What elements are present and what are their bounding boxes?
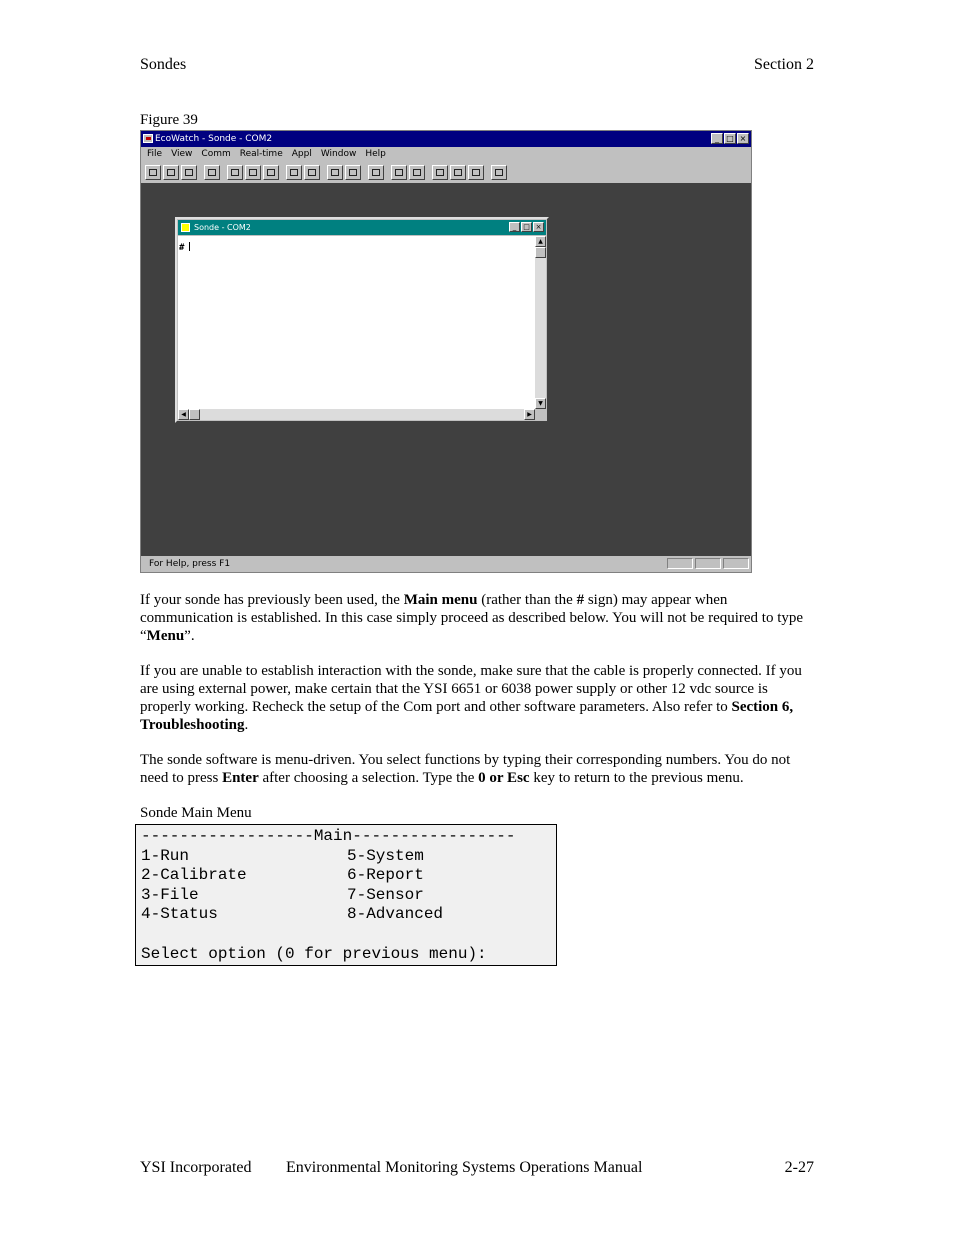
text: . <box>244 717 249 733</box>
menu-help[interactable]: Help <box>365 149 386 159</box>
menu-comm[interactable]: Comm <box>201 149 231 159</box>
open-icon[interactable] <box>145 165 161 180</box>
menu-row <box>141 847 556 867</box>
paragraph-main-menu <box>140 591 814 645</box>
menu-caption: Sonde Main Menu <box>140 805 252 821</box>
vertical-scrollbar[interactable] <box>535 236 546 409</box>
menu-divider: ------------------Main----------------- <box>141 827 516 845</box>
bold-text: Section 6, Troubleshooting <box>140 699 794 733</box>
scroll-right-icon[interactable]: ▶ <box>524 409 535 420</box>
sonde-icon[interactable] <box>491 165 507 180</box>
status-bar <box>141 556 751 572</box>
vertical-scroll-thumb[interactable] <box>535 247 546 258</box>
text: after choosing a selection. Type the <box>258 770 479 786</box>
app-title: EcoWatch - Sonde - COM2 <box>155 134 273 144</box>
child-close-button[interactable]: × <box>533 222 544 232</box>
minimize-button[interactable]: _ <box>711 133 723 144</box>
menu-prompt: Select option (0 for previous menu): <box>141 944 487 963</box>
menu-view[interactable]: View <box>171 149 193 159</box>
app-title-bar <box>141 131 751 147</box>
edit-icon[interactable] <box>245 165 261 180</box>
text: The sonde software is menu-driven. You select functions by typing their corresponding numbers. You do not need to press <box>140 752 791 786</box>
window-icon[interactable] <box>286 165 302 180</box>
menu-option: 1-Run <box>141 846 190 865</box>
window-controls <box>711 133 749 144</box>
bold-text: Menu <box>146 628 185 644</box>
paragraph-troubleshooting <box>140 662 814 734</box>
zoom-in-icon[interactable] <box>432 165 448 180</box>
table-icon[interactable] <box>327 165 343 180</box>
menu-option: 6-Report <box>347 866 424 885</box>
save-icon[interactable] <box>163 165 179 180</box>
mdi-workspace <box>141 183 751 558</box>
scroll-left-icon[interactable]: ◀ <box>178 409 189 420</box>
toolbar <box>141 162 751 182</box>
tile-icon[interactable] <box>304 165 320 180</box>
bold-text: 0 or Esc <box>478 770 530 786</box>
status-panel-1 <box>667 558 693 569</box>
bold-text: Main menu <box>403 592 478 608</box>
status-panel-2 <box>695 558 721 569</box>
help-icon[interactable] <box>263 165 279 180</box>
footer-title: Environmental Monitoring Systems Operations Manual <box>286 1159 643 1176</box>
panel-icon[interactable] <box>409 165 425 180</box>
menu-option: 5-System <box>347 846 424 865</box>
status-text: For Help, press F1 <box>149 559 231 569</box>
info-icon[interactable] <box>345 165 361 180</box>
child-window-controls <box>509 222 544 232</box>
print-icon[interactable] <box>227 165 243 180</box>
bold-text: Enter <box>222 770 259 786</box>
text: If your sonde has previously been used, the <box>140 592 404 608</box>
menu-option: 4-Status <box>141 905 218 924</box>
scroll-down-icon[interactable]: ▼ <box>535 398 546 409</box>
menu-row <box>141 905 556 925</box>
text: key to return to the previous menu. <box>529 770 744 786</box>
menu-window[interactable]: Window <box>320 149 357 159</box>
menu-appl[interactable]: Appl <box>291 149 312 159</box>
child-maximize-button[interactable]: □ <box>521 222 532 232</box>
text-cursor <box>189 242 190 251</box>
horizontal-scroll-thumb[interactable] <box>189 409 200 420</box>
bold-text: # <box>576 592 585 608</box>
menu-bar <box>141 147 751 162</box>
menu-realtime[interactable]: Real-time <box>239 149 283 159</box>
page-header-right: Section 2 <box>754 56 814 73</box>
refresh-icon[interactable] <box>468 165 484 180</box>
footer-company: YSI Incorporated <box>140 1159 252 1176</box>
status-panel-3 <box>723 558 749 569</box>
text: ”. <box>184 628 195 644</box>
graph-icon[interactable] <box>391 165 407 180</box>
child-minimize-button[interactable]: _ <box>509 222 520 232</box>
sonde-child-window <box>175 217 549 423</box>
terminal-area[interactable] <box>178 236 535 409</box>
menu-option: 3-File <box>141 885 199 904</box>
page-number: 2-27 <box>784 1159 814 1176</box>
close-button[interactable]: × <box>737 133 749 144</box>
menu-file[interactable]: File <box>147 149 163 159</box>
menu-row <box>141 886 556 906</box>
child-title-bar <box>178 220 546 235</box>
paragraph-menu-driven <box>140 751 814 787</box>
sonde-window-icon <box>181 223 190 232</box>
maximize-button[interactable]: □ <box>724 133 736 144</box>
ecowatch-screenshot <box>140 130 752 573</box>
page-header-left: Sondes <box>140 56 187 73</box>
text: sign) may appear when communication is established. In this case simply proceed as described below. You will not be required to type “ <box>140 592 804 644</box>
chip-icon[interactable] <box>368 165 384 180</box>
horizontal-scrollbar[interactable] <box>178 409 535 420</box>
text: (rather than the <box>477 592 577 608</box>
blank-line <box>141 925 556 945</box>
menu-option: 8-Advanced <box>347 905 444 924</box>
menu-row <box>141 866 556 886</box>
sonde-main-menu-box <box>135 824 557 966</box>
terminal-prompt <box>179 242 190 253</box>
menu-option: 2-Calibrate <box>141 866 247 885</box>
menu-option: 7-Sensor <box>347 885 424 904</box>
text: If you are unable to establish interaction with the sonde, make sure that the cable is properly connected. If you are using external power, make certain that the YSI 6651 or 6038 power supply or other 12 vdc source is properly working. Recheck the setup of the Com port and other software parameters. Also refer to <box>140 663 802 715</box>
notes-icon[interactable] <box>181 165 197 180</box>
figure-label: Figure 39 <box>140 112 198 128</box>
scroll-up-icon[interactable]: ▲ <box>535 236 546 247</box>
zoom-out-icon[interactable] <box>450 165 466 180</box>
app-icon <box>143 134 153 143</box>
copy-icon[interactable] <box>204 165 220 180</box>
prompt-symbol: # <box>179 243 185 253</box>
child-title: Sonde - COM2 <box>194 223 251 232</box>
